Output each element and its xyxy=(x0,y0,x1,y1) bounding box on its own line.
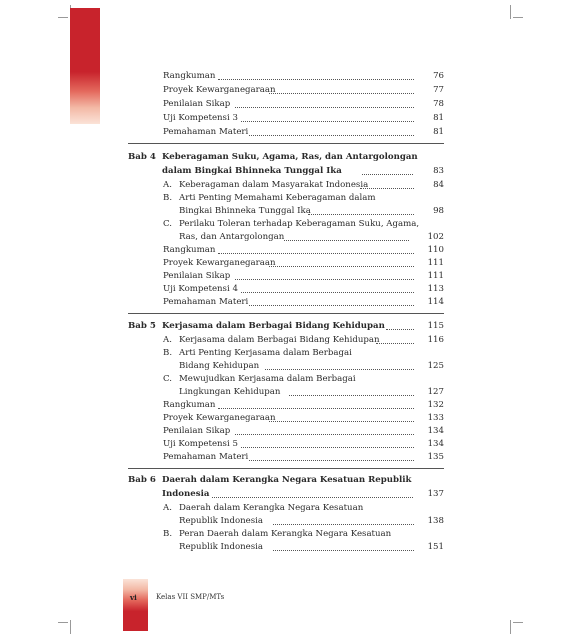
toc-entry[interactable] xyxy=(163,450,444,464)
section-title: Lingkungan Kehidupan xyxy=(179,387,281,397)
crop-mark xyxy=(58,17,68,18)
toc-entry[interactable] xyxy=(163,69,444,83)
section-title: Peran Daerah dalam Kerangka Negara Kesatuan xyxy=(179,529,392,539)
toc-entry-label: Pemahaman Materi xyxy=(163,297,249,307)
toc-page-number: 81 xyxy=(433,127,444,137)
section-letter: A. xyxy=(163,335,172,345)
toc-page-number: 102 xyxy=(427,232,444,242)
toc-section-cont[interactable] xyxy=(179,540,444,554)
toc-page-number: 132 xyxy=(427,400,444,410)
toc-section[interactable] xyxy=(163,191,444,205)
toc-page-number: 114 xyxy=(427,297,444,307)
toc-entry[interactable] xyxy=(163,282,444,296)
chapter-title: Keberagaman Suku, Agama, Ras, dan Antargolongan xyxy=(162,152,418,162)
chapter-number: Bab 4 xyxy=(128,152,156,162)
toc-page-number: 137 xyxy=(427,489,444,499)
chapter-title: Indonesia xyxy=(162,489,210,499)
section-title: Ras, dan Antargolongan xyxy=(179,232,285,242)
dot-leader xyxy=(218,408,414,409)
toc-page-number: 151 xyxy=(427,542,444,552)
section-letter: A. xyxy=(163,180,172,190)
section-letter: C. xyxy=(163,219,173,229)
dot-leader xyxy=(273,524,414,525)
chapter-heading[interactable] xyxy=(128,150,444,164)
toc-entry-label: Uji Kompetensi 5 xyxy=(163,439,238,449)
section-title: Bingkai Bhinneka Tunggal Ika xyxy=(179,206,311,216)
toc-section[interactable] xyxy=(163,501,444,515)
toc-entry[interactable] xyxy=(163,97,444,111)
toc-section[interactable] xyxy=(163,333,444,347)
toc-entry[interactable] xyxy=(163,295,444,309)
dot-leader xyxy=(269,93,414,94)
toc-entry-label: Proyek Kewarganegaraan xyxy=(163,413,276,423)
crop-mark xyxy=(58,622,68,623)
toc-entry[interactable] xyxy=(163,437,444,451)
crop-mark xyxy=(510,620,511,634)
dot-leader xyxy=(212,497,413,498)
crop-mark xyxy=(513,622,523,623)
toc-entry[interactable] xyxy=(163,424,444,438)
chapter-title: Kerjasama dalam Berbagai Bidang Kehidupan xyxy=(162,321,385,331)
toc-page-number: 125 xyxy=(427,361,444,371)
toc-entry-label: Rangkuman xyxy=(163,245,216,255)
dot-leader xyxy=(269,266,414,267)
toc-page-number: 110 xyxy=(427,245,444,255)
chapter-color-tab xyxy=(70,8,100,124)
section-title: Bidang Kehidupan xyxy=(179,361,260,371)
dot-leader xyxy=(362,174,413,175)
chapter-number: Bab 6 xyxy=(128,475,156,485)
section-title: Perilaku Toleran terhadap Keberagaman Suku, Agama, xyxy=(179,219,420,229)
toc-page-number: 138 xyxy=(427,516,444,526)
section-divider xyxy=(128,468,444,469)
chapter-title: Daerah dalam Kerangka Negara Kesatuan Republik xyxy=(162,475,412,485)
dot-leader xyxy=(289,395,414,396)
toc-entry[interactable] xyxy=(163,398,444,412)
dot-leader xyxy=(386,329,414,330)
toc-entry-label: Penilaian Sikap xyxy=(163,271,231,281)
crop-mark xyxy=(513,17,523,18)
toc-entry-label: Proyek Kewarganegaraan xyxy=(163,85,276,95)
chapter-title: dalam Bingkai Bhinneka Tunggal Ika xyxy=(162,166,342,176)
dot-leader xyxy=(265,369,414,370)
dot-leader xyxy=(241,447,414,448)
toc-page-number: 115 xyxy=(427,321,444,331)
section-letter: B. xyxy=(163,193,173,203)
section-letter: B. xyxy=(163,529,173,539)
chapter-number: Bab 5 xyxy=(128,321,156,331)
toc-section[interactable] xyxy=(163,346,444,360)
toc-entry-label: Rangkuman xyxy=(163,71,216,81)
footer-color-tab xyxy=(123,579,148,631)
toc-page-number: 111 xyxy=(427,271,444,281)
section-divider xyxy=(128,313,444,314)
toc-page-number: 134 xyxy=(427,439,444,449)
crop-mark xyxy=(70,620,71,634)
toc-entry-label: Penilaian Sikap xyxy=(163,426,231,436)
footer-book-title: Kelas VII SMP/MTs xyxy=(156,593,225,601)
toc-page-number: 84 xyxy=(433,180,444,190)
dot-leader xyxy=(249,460,414,461)
footer-page-number: vi xyxy=(130,593,137,602)
toc-section-cont[interactable] xyxy=(179,230,444,244)
dot-leader xyxy=(241,121,414,122)
toc-page-number: 127 xyxy=(427,387,444,397)
dot-leader xyxy=(235,434,414,435)
toc-section[interactable] xyxy=(163,178,444,192)
toc-entry[interactable] xyxy=(163,256,444,270)
section-title: Mewujudkan Kerjasama dalam Berbagai xyxy=(179,374,356,384)
chapter-heading[interactable] xyxy=(128,473,444,487)
toc-page-number: 81 xyxy=(433,113,444,123)
crop-mark xyxy=(510,5,511,19)
section-letter: A. xyxy=(163,503,172,513)
section-title: Kerjasama dalam Berbagai Bidang Kehidupan xyxy=(179,335,380,345)
section-title: Daerah dalam Kerangka Negara Kesatuan xyxy=(179,503,364,513)
dot-leader xyxy=(218,79,414,80)
toc-entry[interactable] xyxy=(163,111,444,125)
chapter-heading[interactable] xyxy=(128,319,444,333)
toc-page-number: 134 xyxy=(427,426,444,436)
section-title: Keberagaman dalam Masyarakat Indonesia xyxy=(179,180,369,190)
section-divider xyxy=(128,143,444,144)
dot-leader xyxy=(235,279,414,280)
dot-leader xyxy=(249,305,414,306)
toc-entry-label: Proyek Kewarganegaraan xyxy=(163,258,276,268)
dot-leader xyxy=(308,214,414,215)
dot-leader xyxy=(376,343,414,344)
section-letter: B. xyxy=(163,348,173,358)
dot-leader xyxy=(241,292,414,293)
toc-section[interactable] xyxy=(163,527,444,541)
section-title: Republik Indonesia xyxy=(179,516,264,526)
chapter-heading-cont[interactable] xyxy=(162,164,444,178)
toc-section-cont[interactable] xyxy=(179,385,444,399)
dot-leader xyxy=(273,550,414,551)
toc-entry-label: Pemahaman Materi xyxy=(163,452,249,462)
toc-page-number: 111 xyxy=(427,258,444,268)
section-title: Republik Indonesia xyxy=(179,542,264,552)
toc-page-number: 77 xyxy=(433,85,444,95)
toc-page-number: 98 xyxy=(433,206,444,216)
toc-page-number: 113 xyxy=(427,284,444,294)
toc-entry[interactable] xyxy=(163,269,444,283)
toc-page-number: 133 xyxy=(427,413,444,423)
chapter-heading-cont[interactable] xyxy=(162,487,444,501)
toc-entry-label: Rangkuman xyxy=(163,400,216,410)
toc-page-number: 116 xyxy=(427,335,444,345)
dot-leader xyxy=(360,188,414,189)
dot-leader xyxy=(269,421,414,422)
toc-entry-label: Penilaian Sikap xyxy=(163,99,231,109)
dot-leader xyxy=(235,107,414,108)
toc-entry-label: Uji Kompetensi 4 xyxy=(163,284,238,294)
toc-section[interactable] xyxy=(163,217,444,231)
dot-leader xyxy=(218,253,414,254)
dot-leader xyxy=(249,135,414,136)
section-letter: C. xyxy=(163,374,173,384)
toc-section-cont[interactable] xyxy=(179,514,444,528)
toc-entry[interactable] xyxy=(163,243,444,257)
toc-page-number: 83 xyxy=(433,166,444,176)
toc-entry[interactable] xyxy=(163,411,444,425)
toc-section[interactable] xyxy=(163,372,444,386)
toc-section-cont[interactable] xyxy=(179,359,444,373)
toc-entry[interactable] xyxy=(163,125,444,139)
toc-entry-label: Uji Kompetensi 3 xyxy=(163,113,238,123)
toc-page-number: 135 xyxy=(427,452,444,462)
dot-leader xyxy=(284,240,409,241)
toc-section-cont[interactable] xyxy=(179,204,444,218)
toc-page-number: 78 xyxy=(433,99,444,109)
toc-entry[interactable] xyxy=(163,83,444,97)
toc-page-number: 76 xyxy=(433,71,444,81)
section-title: Arti Penting Memahami Keberagaman dalam xyxy=(179,193,376,203)
section-title: Arti Penting Kerjasama dalam Berbagai xyxy=(179,348,352,358)
toc-entry-label: Pemahaman Materi xyxy=(163,127,249,137)
